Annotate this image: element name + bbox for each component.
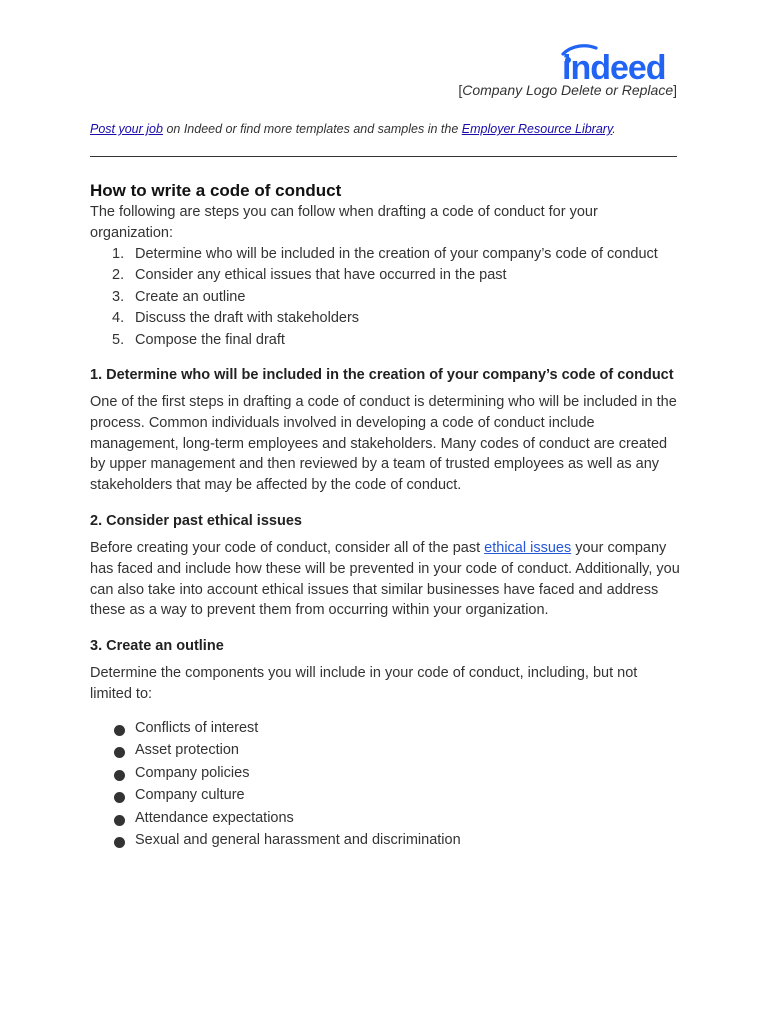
employer-resource-library-link[interactable]: Employer Resource Library bbox=[461, 122, 613, 136]
bullet-icon bbox=[114, 792, 125, 803]
section-3 bbox=[90, 636, 682, 852]
bullet-icon bbox=[114, 725, 125, 736]
section-heading: 3. Create an outline bbox=[90, 638, 224, 655]
list-item: Asset protection bbox=[90, 739, 682, 762]
svg-text:indeed: indeed bbox=[562, 49, 666, 82]
components-list bbox=[90, 717, 682, 852]
list-item: Company policies bbox=[90, 762, 682, 785]
bullet-icon bbox=[114, 815, 125, 826]
list-item: 1. Determine who will be included in the creation of your company’s code of conduct bbox=[112, 245, 658, 262]
bullet-icon bbox=[114, 837, 125, 848]
bullet-icon bbox=[114, 770, 125, 781]
post-your-job-link[interactable]: Post your job bbox=[90, 122, 163, 136]
section-heading: 1. Determine who will be included in the creation of your company’s code of conduct bbox=[90, 367, 674, 384]
bullet-icon bbox=[114, 747, 125, 758]
section-paragraph: Before creating your code of conduct, consider all of the past ethical issues your company has faced and include how these will be prevented in your code of conduct. Additionally, you can also take into account ethical issues that similar businesses have faced and address these as a way to prevent them from occurring within your organization. bbox=[90, 540, 680, 619]
list-item: Conflicts of interest bbox=[90, 717, 682, 740]
document-body bbox=[90, 180, 682, 867]
indeed-logo-icon bbox=[560, 44, 680, 82]
divider bbox=[90, 156, 677, 157]
logo-placeholder-note: [Company Logo Delete or Replace] bbox=[458, 82, 677, 98]
list-item: 5. Compose the final draft bbox=[112, 331, 285, 348]
section-1 bbox=[90, 365, 682, 496]
list-item: Attendance expectations bbox=[90, 807, 682, 830]
steps-list bbox=[90, 244, 682, 352]
list-item: Sexual and general harassment and discrimination bbox=[90, 829, 682, 852]
list-item: 2. Consider any ethical issues that have occurred in the past bbox=[112, 267, 507, 284]
list-item: 3. Create an outline bbox=[112, 288, 246, 305]
list-item: Company culture bbox=[90, 784, 682, 807]
intro-paragraph: The following are steps you can follow when drafting a code of conduct for your organization: bbox=[90, 204, 598, 241]
ethical-issues-link[interactable]: ethical issues bbox=[484, 540, 572, 557]
indeed-logo bbox=[560, 44, 680, 82]
section-2 bbox=[90, 511, 682, 621]
section-paragraph: One of the first steps in drafting a code of conduct is determining who will be included in the process. Common individuals involved in developing a code of conduct include management, long-term employees and stakeholders. Many codes of conduct are created by upper management and then reviewed by a team of trusted employees as well as any stakeholders that may be affected by the code of conduct. bbox=[90, 394, 677, 494]
document-title: How to write a code of conduct bbox=[90, 181, 342, 200]
section-heading: 2. Consider past ethical issues bbox=[90, 513, 302, 530]
list-item: 4. Discuss the draft with stakeholders bbox=[112, 310, 360, 327]
section-paragraph: Determine the components you will include in your code of conduct, including, but not limited to: bbox=[90, 665, 638, 703]
promo-line: Post your job on Indeed or find more templates and samples in the Employer Resource Library. bbox=[90, 122, 616, 136]
